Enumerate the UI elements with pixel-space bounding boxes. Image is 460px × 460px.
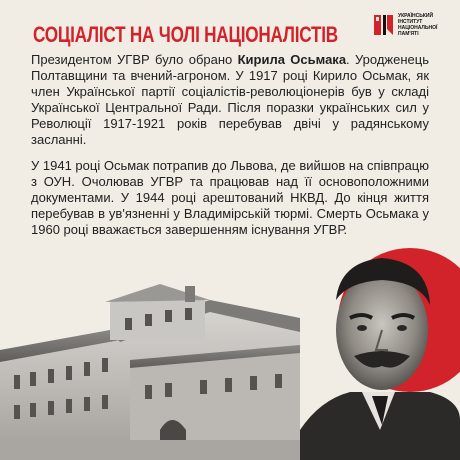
article-body [31,52,429,248]
photo-collage-image [0,240,460,460]
person-name: Кирила Осьмака [237,52,347,67]
paragraph-biography-rest: . Уродженець Полтавщини та вчений-агроном. У 1917 році Кирило Осьмак, як член Української партії соціалістів-революціонерів був у складі Української Центральної Ради. Після поразки українських сил у Революції 1917-1921 років перебував двічі у радянському засланні. [31,52,429,147]
prison-building-photo [0,284,300,460]
institute-logo-icon [372,13,394,37]
paragraph-biography-intro: Президентом УГВР було обрано [31,52,238,67]
photo-collage [0,240,460,460]
paragraph-biography [31,52,429,148]
institute-logo [372,11,450,41]
institute-logo-text: УКРАЇНСЬКИЙ ІНСТИТУТ НАЦІОНАЛЬНОЇ ПАМ'ЯТІ [398,13,438,37]
paragraph-later-life: У 1941 році Осьмак потрапив до Львова, де вийшов на співпрацю з ОУН. Очолював УГВР та працював над її основоположними документами. У 1944 році арештований НКВД. До кінця життя перебував в ув'язненні у Владимірській тюрмі. Смерть Осьмака у 1960 році вважається завершенням існування УГВР. [31,158,429,237]
page-title: СОЦІАЛІСТ НА ЧОЛІ НАЦІОНАЛІСТІВ [33,22,338,47]
